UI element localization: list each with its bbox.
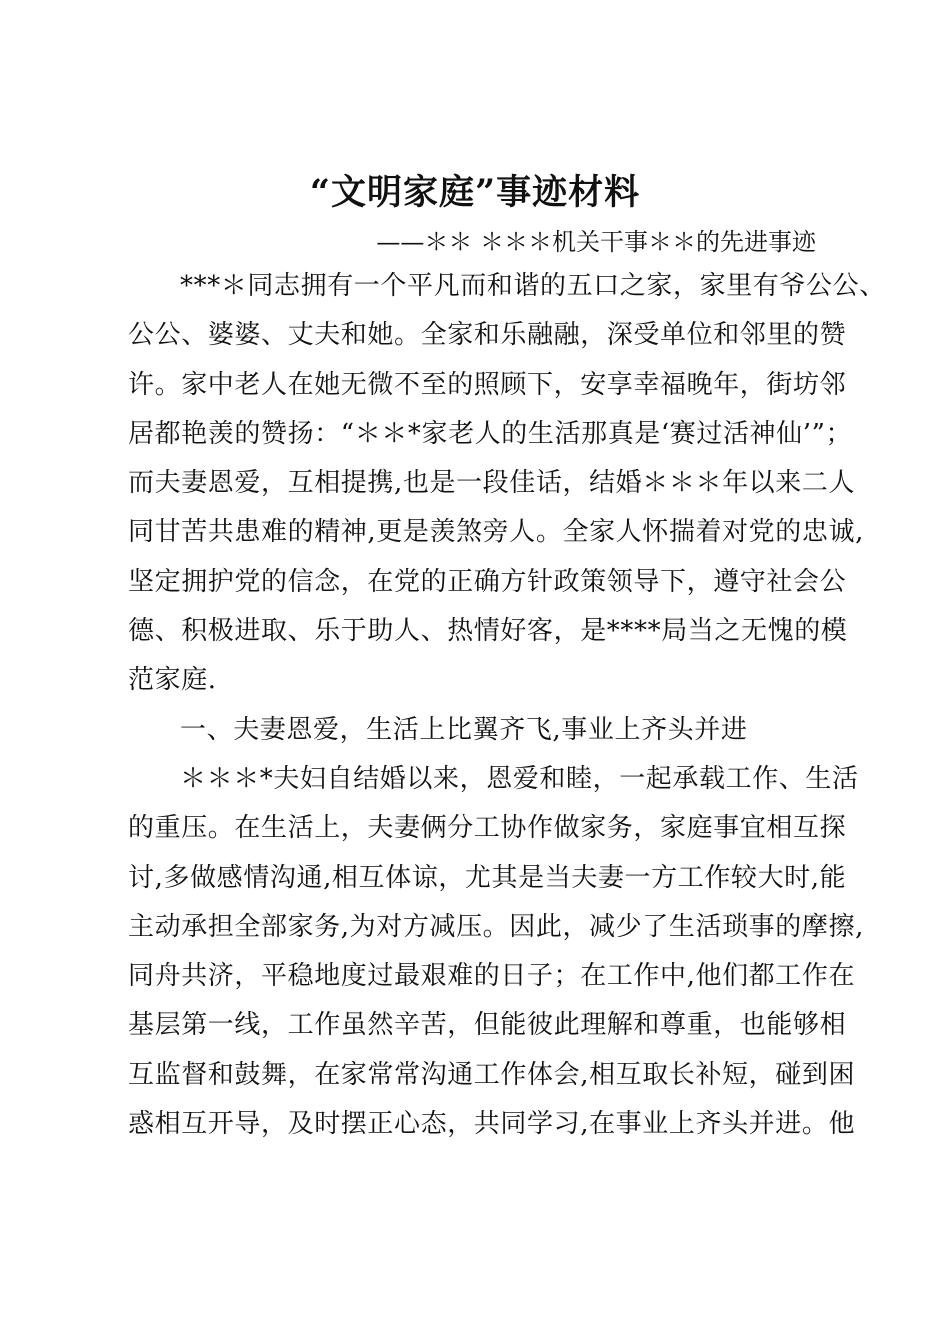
paragraph-line: 而夫妻恩爱，互相提携,也是一段佳话，结婚＊＊＊年以来二人 xyxy=(128,468,856,499)
paragraph-line: 的重压。在生活上，夫妻俩分工协作做家务，家庭事宜相互探 xyxy=(128,813,847,844)
paragraph-line: 许。家中老人在她无微不至的照顾下，安享幸福晚年，街坊邻 xyxy=(128,369,847,400)
document-subtitle: ——＊＊ ＊＊＊机关干事＊＊的先进事迹 xyxy=(376,228,816,256)
paragraph-line: 居都艳羡的赞扬：“＊＊*家老人的生活那真是‘赛过活神仙’”； xyxy=(128,418,853,449)
paragraph-line: 互监督和鼓舞，在家常常沟通工作体会,相互取长补短，碰到困 xyxy=(128,1059,856,1090)
paragraph-line: 同甘苦共患难的精神,更是羡煞旁人。全家人怀揣着对党的忠诚, xyxy=(128,517,864,548)
paragraph-line: 公公、婆婆、丈夫和她。全家和乐融融，深受单位和邻里的赞 xyxy=(128,320,847,351)
paragraph-line: 范家庭. xyxy=(128,665,217,696)
paragraph-line: ***＊同志拥有一个平凡而和谐的五口之家，家里有爷公公、 xyxy=(180,271,886,301)
paragraph-line: 坚定拥护党的信念，在党的正确方针政策领导下，遵守社会公 xyxy=(128,566,847,597)
paragraph-line: ＊＊＊*夫妇自结婚以来，恩爱和睦，一起承载工作、生活 xyxy=(180,763,859,794)
paragraph-line: 主动承担全部家务,为对方减压。因此，减少了生活琐事的摩擦, xyxy=(128,911,864,942)
paragraph-line: 讨,多做感情沟通,相互体谅，尤其是当夫妻一方工作较大时,能 xyxy=(128,862,847,893)
paragraph-line: 基层第一线，工作虽然辛苦，但能彼此理解和尊重，也能够相 xyxy=(128,1010,847,1041)
document-body xyxy=(128,262,886,1149)
paragraph-line: 德、积极进取、乐于助人、热情好客，是****局当之无愧的模 xyxy=(128,616,848,647)
section-heading: 一、夫妻恩爱，生活上比翼齐飞,事业上齐头并进 xyxy=(180,714,748,745)
document-title: “文明家庭”事迹材料 xyxy=(309,172,641,213)
paragraph-line: 惑相互开导，及时摆正心态，共同学习,在事业上齐头并进。他 xyxy=(128,1109,856,1140)
paragraph-line: 同舟共济，平稳地度过最艰难的日子；在工作中,他们都工作在 xyxy=(128,961,856,992)
